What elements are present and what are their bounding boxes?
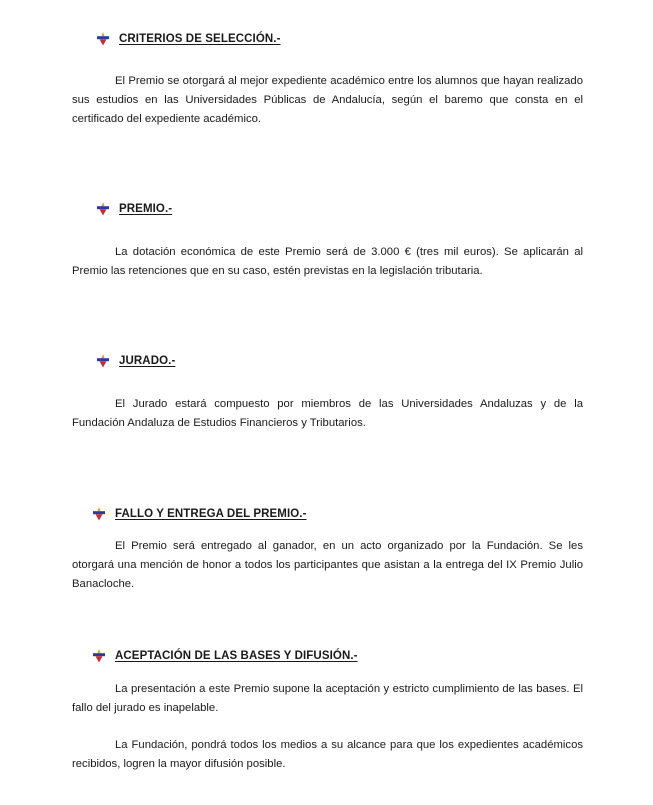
arrow-bullet-icon — [92, 507, 106, 521]
section-paragraph: La presentación a este Premio supone la aceptación y estricto cumplimiento de las bases. El fallo del jurado es inapelable. — [72, 683, 583, 714]
section-heading-text: ACEPTACIÓN DE LAS BASES Y DIFUSIÓN.- — [115, 650, 358, 662]
section-heading-aceptacion — [92, 649, 358, 663]
section-heading-text: FALLO Y ENTREGA DEL PREMIO.- — [115, 508, 307, 520]
section-paragraph: La Fundación, pondrá todos los medios a su alcance para que los expedientes académicos recibidos, logren la mayor difusión posible. — [72, 739, 583, 770]
arrow-bullet-icon — [96, 202, 110, 216]
section-paragraph: El Premio será entregado al ganador, en un acto organizado por la Fundación. Se les otorgará una mención de honor a todos los participantes que asistan a la entrega del IX Premio Julio Banacloche. — [72, 540, 583, 590]
section-heading-premio — [96, 202, 172, 216]
section-paragraph: La dotación económica de este Premio será de 3.000 € (tres mil euros). Se aplicarán al Premio las retenciones que en su caso, estén previstas en la legislación tributaria. — [72, 246, 583, 277]
arrow-bullet-icon — [92, 649, 106, 663]
section-paragraph: El Jurado estará compuesto por miembros de las Universidades Andaluzas y de la Fundación Andaluza de Estudios Financieros y Tributarios. — [72, 398, 583, 429]
arrow-bullet-icon — [96, 32, 110, 46]
section-heading-text: CRITERIOS DE SELECCIÓN.- — [119, 33, 281, 45]
arrow-bullet-icon — [96, 354, 110, 368]
section-paragraph: El Premio se otorgará al mejor expediente académico entre los alumnos que hayan realizado sus estudios en las Universidades Públicas de Andalucía, según el baremo que consta en el certificado del expediente académico. — [72, 75, 583, 125]
section-heading-text: PREMIO.- — [119, 203, 173, 215]
section-heading-fallo — [92, 507, 307, 521]
section-heading-criterios — [96, 32, 281, 46]
section-heading-text: JURADO.- — [119, 355, 176, 367]
section-heading-jurado — [96, 354, 175, 368]
